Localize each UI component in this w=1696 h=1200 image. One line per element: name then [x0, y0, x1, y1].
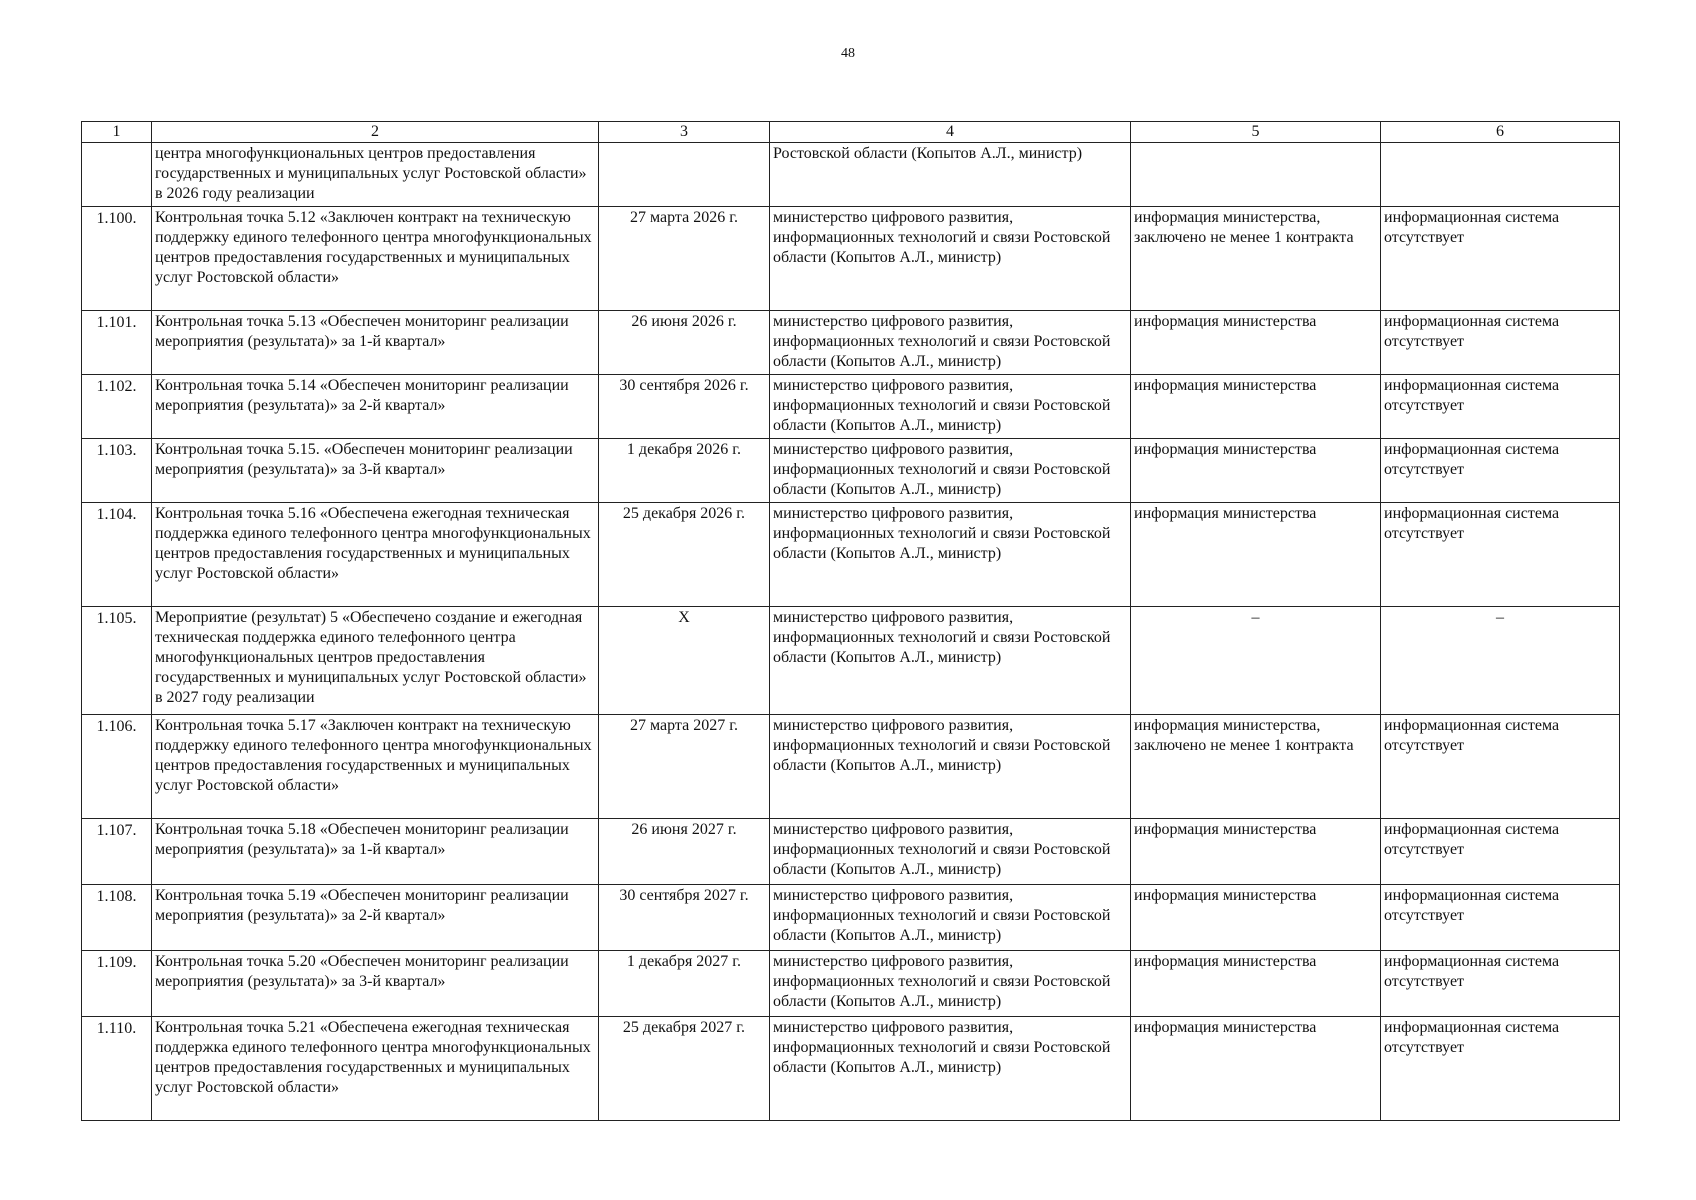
row-description: центра многофункциональных центров предоставления государственных и муниципальных услуг Ростовской области» в 2026 году реализации	[152, 143, 599, 207]
row-number: 1.102.	[82, 375, 152, 439]
row-date: 26 июня 2027 г.	[599, 819, 770, 885]
row-responsible: Ростовской области (Копытов А.Л., министр)	[770, 143, 1131, 207]
row-info-system: информационная система отсутствует	[1381, 375, 1620, 439]
row-document: информация министерства, заключено не менее 1 контракта	[1131, 207, 1381, 311]
row-number: 1.105.	[82, 607, 152, 715]
table-row	[82, 715, 1620, 819]
table-row	[82, 311, 1620, 375]
row-description: Контрольная точка 5.12 «Заключен контракт на техническую поддержку единого телефонного центра многофункциональных центров предоставления государственных и муниципальных услуг Ростовской области»	[152, 207, 599, 311]
row-responsible: министерство цифрового развития, информационных технологий и связи Ростовской области (Копытов А.Л., министр)	[770, 311, 1131, 375]
row-date: 1 декабря 2027 г.	[599, 951, 770, 1017]
row-description: Контрольная точка 5.21 «Обеспечена ежегодная техническая поддержка единого телефонного центра многофункциональных центров предоставления государственных и муниципальных услуг Ростовской области»	[152, 1017, 599, 1121]
table-row	[82, 207, 1620, 311]
header-cell-3: 3	[599, 122, 770, 143]
row-number: 1.104.	[82, 503, 152, 607]
row-date: Х	[599, 607, 770, 715]
row-date: 25 декабря 2027 г.	[599, 1017, 770, 1121]
header-cell-4: 4	[770, 122, 1131, 143]
row-info-system: информационная система отсутствует	[1381, 715, 1620, 819]
row-document: информация министерства	[1131, 503, 1381, 607]
row-date: 27 марта 2027 г.	[599, 715, 770, 819]
header-cell-1: 1	[82, 122, 152, 143]
row-responsible: министерство цифрового развития, информационных технологий и связи Ростовской области (Копытов А.Л., министр)	[770, 951, 1131, 1017]
row-description: Контрольная точка 5.13 «Обеспечен мониторинг реализации мероприятия (результата)» за 1-й квартал»	[152, 311, 599, 375]
table-row	[82, 819, 1620, 885]
row-document: информация министерства	[1131, 885, 1381, 951]
table-row	[82, 375, 1620, 439]
row-description: Контрольная точка 5.19 «Обеспечен мониторинг реализации мероприятия (результата)» за 2-й квартал»	[152, 885, 599, 951]
header-row	[82, 122, 1620, 143]
row-number: 1.110.	[82, 1017, 152, 1121]
table-row	[82, 951, 1620, 1017]
row-number: 1.109.	[82, 951, 152, 1017]
row-description: Контрольная точка 5.17 «Заключен контракт на техническую поддержку единого телефонного центра многофункциональных центров предоставления государственных и муниципальных услуг Ростовской области»	[152, 715, 599, 819]
row-responsible: министерство цифрового развития, информационных технологий и связи Ростовской области (Копытов А.Л., министр)	[770, 715, 1131, 819]
row-document: информация министерства	[1131, 951, 1381, 1017]
row-document: информация министерства	[1131, 311, 1381, 375]
row-responsible: министерство цифрового развития, информационных технологий и связи Ростовской области (Копытов А.Л., министр)	[770, 207, 1131, 311]
row-number: 1.101.	[82, 311, 152, 375]
header-cell-5: 5	[1131, 122, 1381, 143]
row-date: 25 декабря 2026 г.	[599, 503, 770, 607]
row-date: 27 марта 2026 г.	[599, 207, 770, 311]
row-description: Контрольная точка 5.15. «Обеспечен мониторинг реализации мероприятия (результата)» за 3-й квартал»	[152, 439, 599, 503]
row-date: 30 сентября 2027 г.	[599, 885, 770, 951]
continuation-row	[82, 143, 1620, 207]
table-row	[82, 607, 1620, 715]
row-responsible: министерство цифрового развития, информационных технологий и связи Ростовской области (Копытов А.Л., министр)	[770, 439, 1131, 503]
row-document: информация министерства	[1131, 819, 1381, 885]
row-document: –	[1131, 607, 1381, 715]
row-info-system: информационная система отсутствует	[1381, 819, 1620, 885]
row-document: информация министерства	[1131, 1017, 1381, 1121]
row-number	[82, 143, 152, 207]
row-date: 26 июня 2026 г.	[599, 311, 770, 375]
row-responsible: министерство цифрового развития, информационных технологий и связи Ростовской области (Копытов А.Л., министр)	[770, 885, 1131, 951]
row-description: Контрольная точка 5.14 «Обеспечен мониторинг реализации мероприятия (результата)» за 2-й квартал»	[152, 375, 599, 439]
row-number: 1.103.	[82, 439, 152, 503]
table-row	[82, 1017, 1620, 1121]
row-responsible: министерство цифрового развития, информационных технологий и связи Ростовской области (Копытов А.Л., министр)	[770, 1017, 1131, 1121]
row-document: информация министерства	[1131, 375, 1381, 439]
row-number: 1.108.	[82, 885, 152, 951]
table-row	[82, 503, 1620, 607]
row-description: Контрольная точка 5.18 «Обеспечен мониторинг реализации мероприятия (результата)» за 1-й квартал»	[152, 819, 599, 885]
row-info-system: информационная система отсутствует	[1381, 1017, 1620, 1121]
header-cell-6: 6	[1381, 122, 1620, 143]
row-number: 1.106.	[82, 715, 152, 819]
row-responsible: министерство цифрового развития, информационных технологий и связи Ростовской области (Копытов А.Л., министр)	[770, 375, 1131, 439]
row-info-system: информационная система отсутствует	[1381, 503, 1620, 607]
row-info-system: информационная система отсутствует	[1381, 885, 1620, 951]
row-description: Контрольная точка 5.20 «Обеспечен мониторинг реализации мероприятия (результата)» за 3-й квартал»	[152, 951, 599, 1017]
row-document: информация министерства, заключено не менее 1 контракта	[1131, 715, 1381, 819]
row-responsible: министерство цифрового развития, информационных технологий и связи Ростовской области (Копытов А.Л., министр)	[770, 503, 1131, 607]
row-document	[1131, 143, 1381, 207]
row-document: информация министерства	[1131, 439, 1381, 503]
row-number: 1.100.	[82, 207, 152, 311]
row-info-system: информационная система отсутствует	[1381, 951, 1620, 1017]
row-date: 1 декабря 2026 г.	[599, 439, 770, 503]
header-cell-2: 2	[152, 122, 599, 143]
row-info-system	[1381, 143, 1620, 207]
row-responsible: министерство цифрового развития, информационных технологий и связи Ростовской области (Копытов А.Л., министр)	[770, 819, 1131, 885]
row-description: Мероприятие (результат) 5 «Обеспечено создание и ежегодная техническая поддержка единого телефонного центра многофункциональных центров предоставления государственных и муниципальных услуг Ростовской области» в 2027 году реализации	[152, 607, 599, 715]
table-row	[82, 439, 1620, 503]
row-info-system: –	[1381, 607, 1620, 715]
row-responsible: министерство цифрового развития, информационных технологий и связи Ростовской области (Копытов А.Л., министр)	[770, 607, 1131, 715]
row-number: 1.107.	[82, 819, 152, 885]
row-description: Контрольная точка 5.16 «Обеспечена ежегодная техническая поддержка единого телефонного центра многофункциональных центров предоставления государственных и муниципальных услуг Ростовской области»	[152, 503, 599, 607]
control-points-table	[81, 121, 1620, 1121]
row-info-system: информационная система отсутствует	[1381, 311, 1620, 375]
row-date	[599, 143, 770, 207]
row-date: 30 сентября 2026 г.	[599, 375, 770, 439]
page-number: 48	[841, 46, 855, 61]
row-info-system: информационная система отсутствует	[1381, 439, 1620, 503]
row-info-system: информационная система отсутствует	[1381, 207, 1620, 311]
table-row	[82, 885, 1620, 951]
